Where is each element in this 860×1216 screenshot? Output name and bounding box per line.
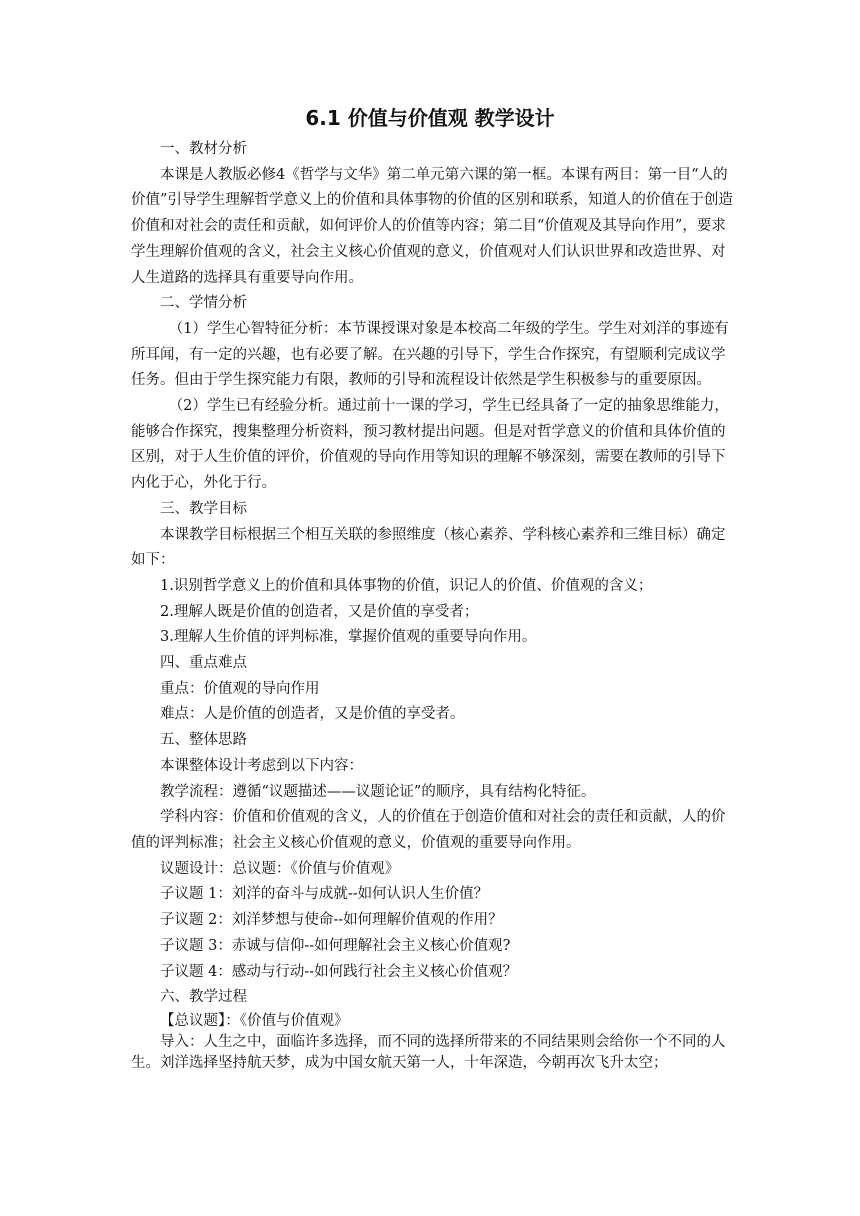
paragraph: 子议题 3：赤诚与信仰--如何理解社会主义核心价值观? [160, 937, 511, 954]
document-title: 6.1 价值与价值观 教学设计 [305, 106, 555, 130]
section-heading: 二、学情分析 [160, 295, 247, 312]
section-heading: 三、教学目标 [160, 500, 247, 517]
paragraph: 学科内容：价值和价值观的含义，人的价值在于创造价值和对社会的责任和贡献，人的价值的评判标准；社会主义核心价值观的意义，价值观的重要导向作用。 [131, 809, 726, 851]
paragraph: 本课是人教版必修4《哲学与文华》第二单元第六课的第一框。本课有两目：第一目“人的价值”引导学生理解哲学意义上的价值和具体事物的价值的区别和联系，知道人的价值在于创造价值和对社会的责任和贡献，如何评价人的价值等内容；第二目“价值观及其导向作用”，要求学生理解价值观的含义，社会主义核心价值观的意义，价值观对人们认识世界和改造世界、对人生道路的选择具有重要导向作用。 [131, 166, 733, 286]
paragraph: 教学流程：遵循“议题描述——议题论证”的顺序，具有结构化特征。 [160, 783, 596, 800]
paragraph: 本课整体设计考虑到以下内容： [160, 757, 363, 774]
paragraph: （1）学生心智特征分析：本节课授课对象是本校高二年级的学生。学生对刘洋的事迹有所耳闻，有一定的兴趣，也有必要了解。在兴趣的引导下，学生合作探究，有望顺利完成议学任务。但由于学生探究能力有限，教师的引导和流程设计依然是学生积极参与的重要原因。 [131, 320, 729, 389]
paragraph: 导入：人生之中，面临许多选择，而不同的选择所带来的不同结果则会给你一个不同的人生。刘洋选择坚持航天梦，成为中国女航天第一人，十年深造，今朝再次飞升太空； [131, 1033, 726, 1071]
paragraph: 子议题 2：刘洋梦想与使命--如何理解价值观的作用？ [160, 912, 503, 929]
paragraph: 2.理解人既是价值的创造者，又是价值的享受者； [160, 603, 479, 620]
section-heading: 一、教材分析 [160, 141, 247, 157]
paragraph: 难点：人是价值的创造者，又是价值的享受者。 [160, 706, 465, 723]
paragraph: 子议题 1：刘洋的奋斗与成就--如何认识人生价值？ [160, 886, 489, 903]
paragraph: （2）学生已有经验分析。通过前十一课的学习，学生已经具备了一定的抽象思维能力，能够合作探究，搜集整理分析资料，预习教材提出问题。但是对哲学意义的价值和具体价值的区别，对于人生价值的评价，价值观的导向作用等知识的理解不够深刻，需要在教师的引导下内化于心，外化于行。 [131, 398, 729, 492]
paragraph: 重点：价值观的导向作用 [160, 680, 320, 697]
paragraph: 1.识别哲学意义上的价值和具体事物的价值，识记人的价值、价值观的含义； [160, 577, 653, 594]
paragraph: 本课教学目标根据三个相互关联的参照维度（核心素养、学科核心素养和三维目标）确定如下： [131, 526, 726, 569]
section-heading: 六、教学过程 [160, 989, 247, 1006]
section-heading: 四、重点难点 [160, 655, 247, 672]
document-body [131, 137, 733, 1074]
section-heading: 五、整体思路 [160, 732, 247, 749]
paragraph: 议题设计：总议题：《价值与价值观》 [160, 860, 400, 877]
paragraph: 子议题 4：感动与行动--如何践行社会主义核心价值观？ [160, 963, 518, 980]
paragraph: 【总议题】：《价值与价值观》 [160, 1012, 349, 1029]
paragraph: 3.理解人生价值的评判标准，掌握价值观的重要导向作用。 [160, 629, 537, 646]
